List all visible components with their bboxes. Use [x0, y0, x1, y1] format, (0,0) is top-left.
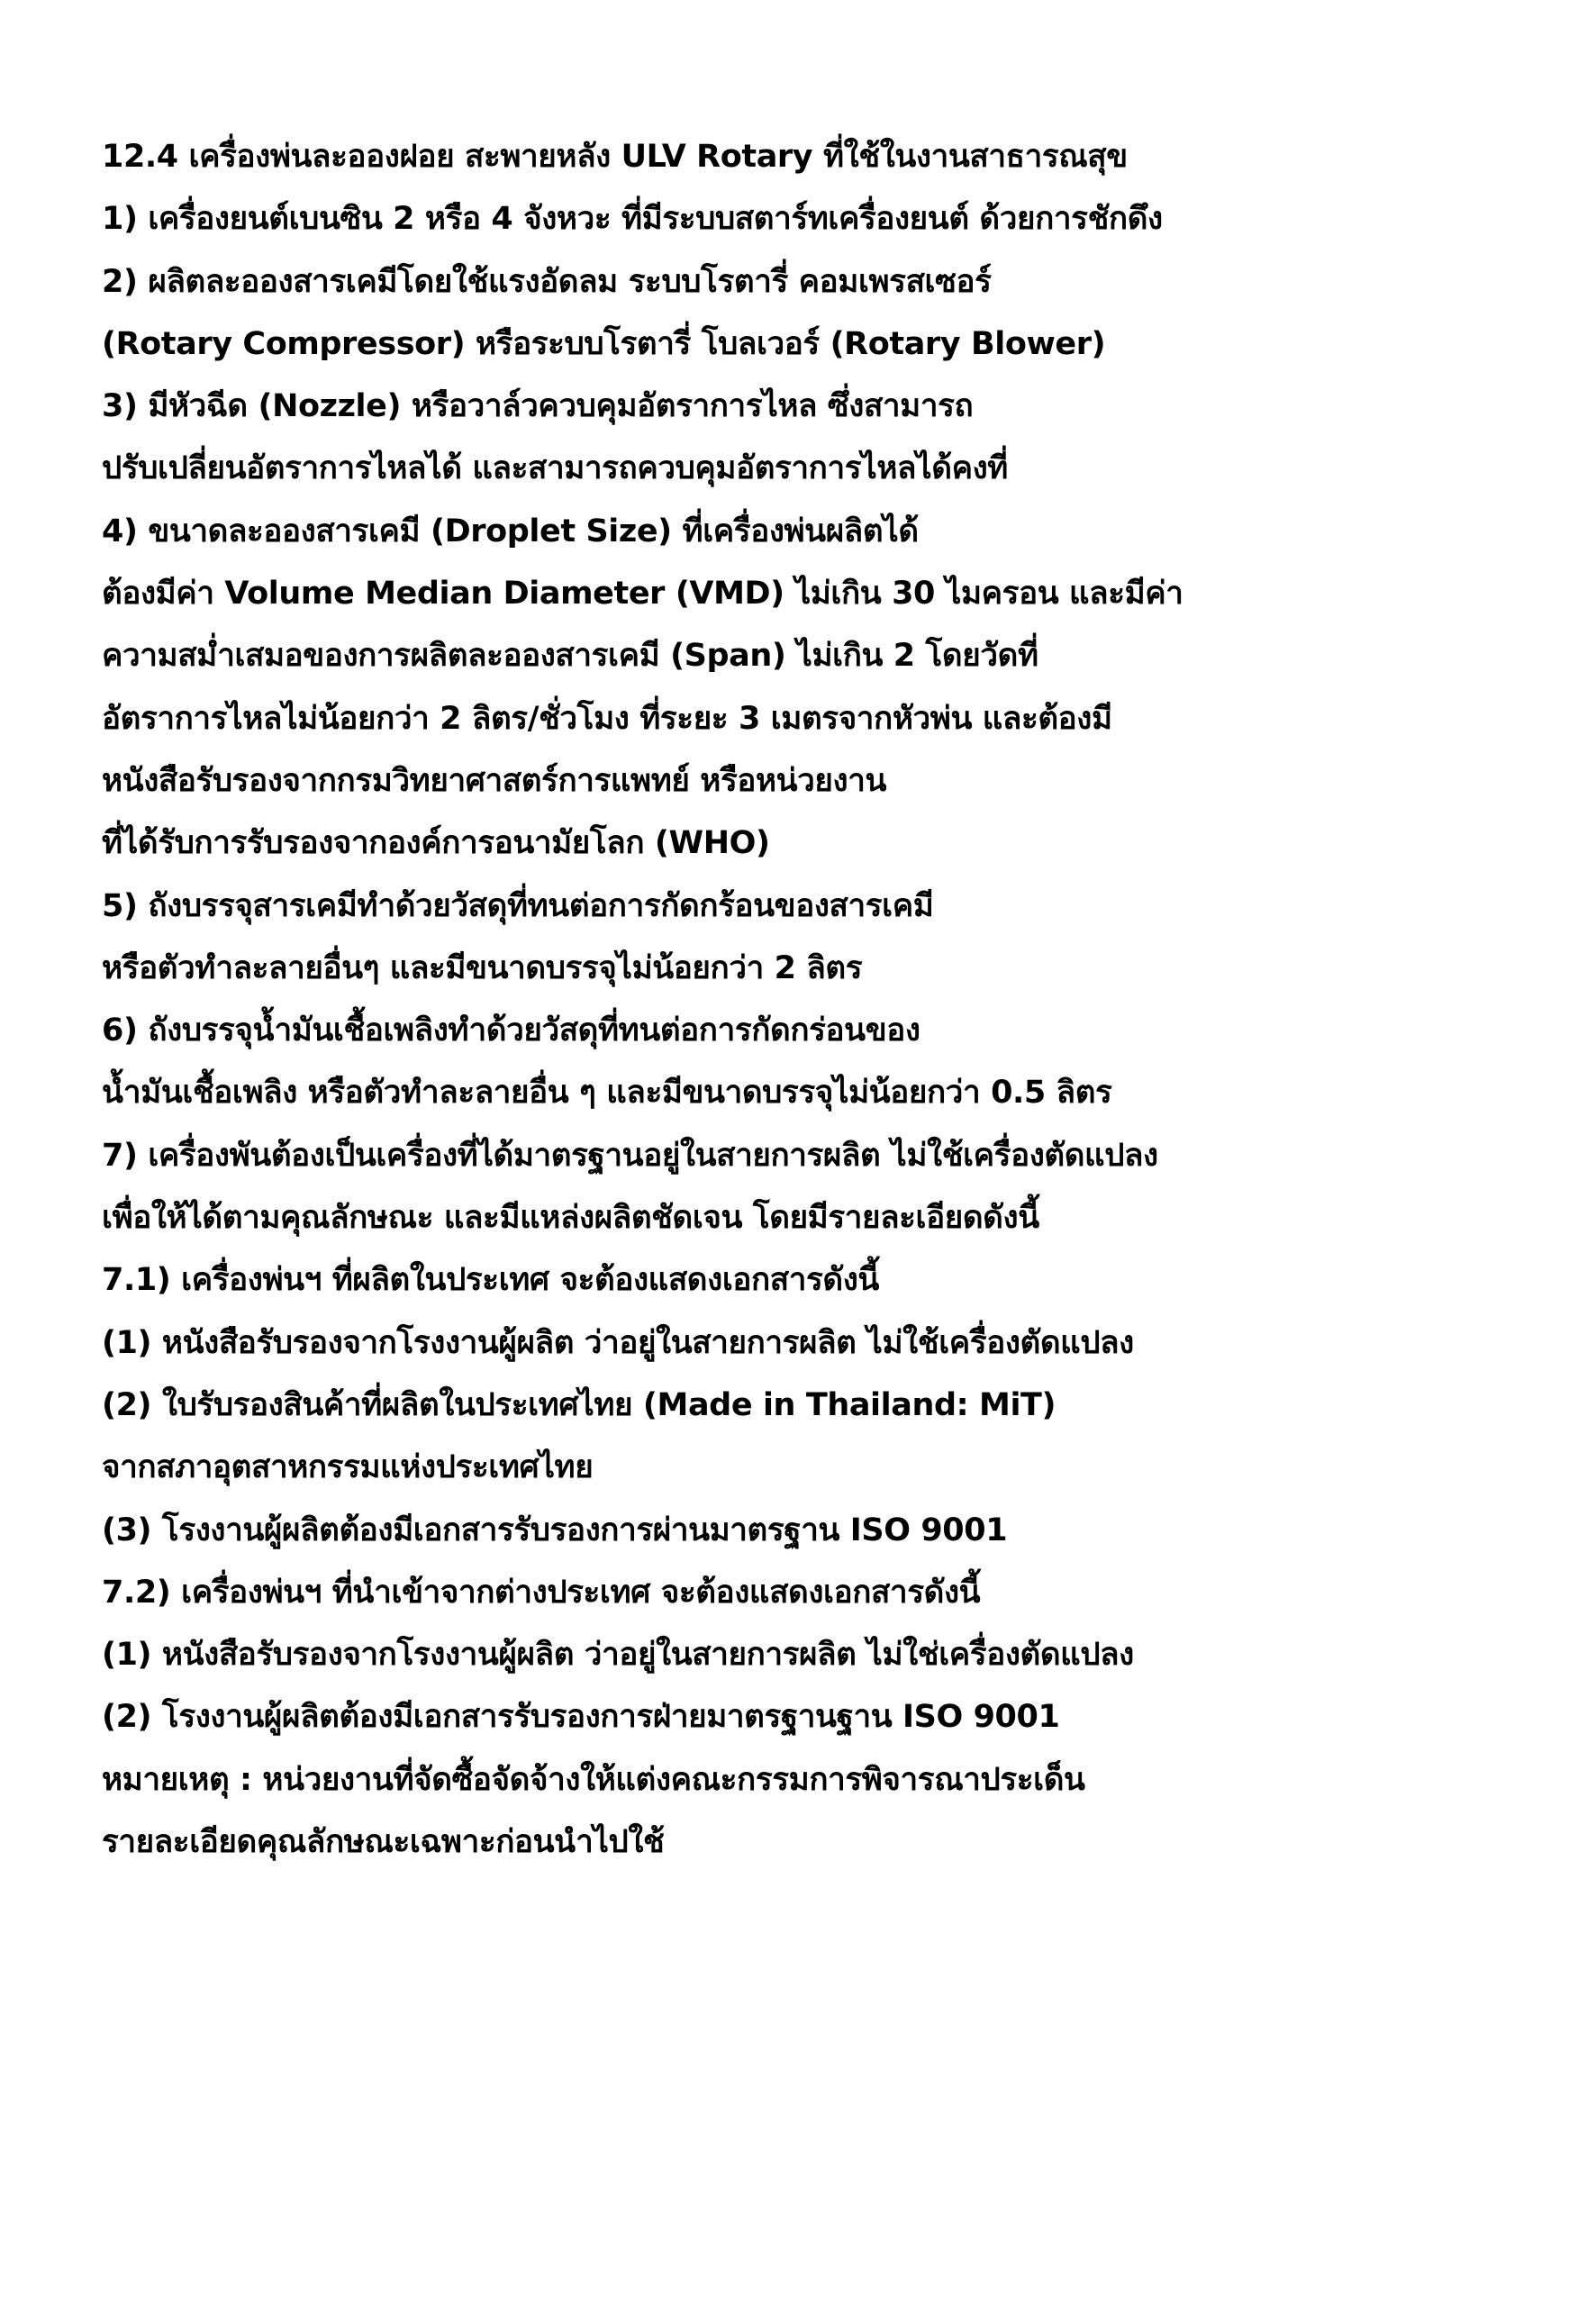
note-line: หมายเหตุ : หน่วยงานที่จัดซื้อจัดจ้างให้แต่งคณะกรรมการพิจารณาประเด็น	[102, 1761, 1085, 1798]
spec-item-7-2-b: (2) โรงงานผู้ผลิตต้องมีเอกสารรับรองการฝ่ายมาตรฐานฐาน ISO 9001	[102, 1699, 1060, 1736]
spec-item-4: 4) ขนาดละอองสารเคมี (Droplet Size) ที่เครื่องพ่นผลิตได้	[102, 513, 919, 549]
spec-item-4-cont-3: อัตราการไหลไม่น้อยกว่า 2 ลิตร/ชั่วโมง ที่ระยะ 3 เมตรจากหัวพ่น และต้องมี	[102, 700, 1112, 737]
spec-item-7-2: 7.2) เครื่องพ่นฯ ที่นำเข้าจากต่างประเทศ จะต้องแสดงเอกสารดังนี้	[102, 1574, 981, 1611]
note-line-cont: รายละเอียดคุณลักษณะเฉพาะก่อนนำไปใช้	[102, 1824, 665, 1861]
spec-item-7: 7) เครื่องพันต้องเป็นเครื่องที่ได้มาตรฐานอยู่ในสายการผลิต ไม่ใช้เครื่องตัดแปลง	[102, 1137, 1158, 1174]
spec-item-7-1-b: (2) ใบรับรองสินค้าที่ผลิตในประเทศไทย (Made in Thailand: MiT)	[102, 1386, 1056, 1423]
spec-item-5: 5) ถังบรรจุสารเคมีทำด้วยวัสดุที่ทนต่อการกัดกร้อนของสารเคมี	[102, 887, 934, 924]
spec-text-block	[102, 126, 1507, 1874]
spec-item-5-cont: หรือตัวทำละลายอื่นๆ และมีขนาดบรรจุไม่น้อยกว่า 2 ลิตร	[102, 949, 863, 986]
spec-item-4-cont-4: หนังสือรับรองจากกรมวิทยาศาสตร์การแพทย์ หรือหน่วยงาน	[102, 762, 887, 799]
spec-item-3: 3) มีหัวฉีด (Nozzle) หรือวาล์วควบคุมอัตราการไหล ซึ่งสามารถ	[102, 388, 974, 425]
spec-item-7-1: 7.1) เครื่องพ่นฯ ที่ผลิตในประเทศ จะต้องแสดงเอกสารดังนี้	[102, 1262, 879, 1299]
spec-item-7-1-a: (1) หนังสือรับรองจากโรงงานผู้ผลิต ว่าอยู่ในสายการผลิต ไม่ใช้เครื่องตัดแปลง	[102, 1324, 1134, 1361]
spec-item-3-cont: ปรับเปลี่ยนอัตราการไหลได้ และสามารถควบคุมอัตราการไหลได้คงที่	[102, 450, 1008, 487]
spec-item-1: 1) เครื่องยนต์เบนซิน 2 หรือ 4 จังหวะ ที่มีระบบสตาร์ทเครื่องยนต์ ด้วยการชักดึง	[102, 201, 1163, 238]
spec-item-7-1-b-cont: จากสภาอุตสาหกรรมแห่งประเทศไทย	[102, 1449, 594, 1486]
spec-item-7-1-c: (3) โรงงานผู้ผลิตต้องมีเอกสารรับรองการผ่านมาตรฐาน ISO 9001	[102, 1512, 1008, 1548]
section-heading: 12.4 เครื่องพ่นละอองฝอย สะพายหลัง ULV Rotary ที่ใช้ในงานสาธารณสุข	[102, 139, 1128, 175]
spec-item-6-cont: น้ำมันเชื้อเพลิง หรือตัวทำละลายอื่น ๆ และมีขนาดบรรจุไม่น้อยกว่า 0.5 ลิตร	[102, 1075, 1112, 1112]
spec-item-2: 2) ผลิตละอองสารเคมีโดยใช้แรงอัดลม ระบบโรตารี่ คอมเพรสเซอร์	[102, 263, 992, 300]
spec-item-2-cont: (Rotary Compressor) หรือระบบโรตารี่ โบลเวอร์ (Rotary Blower)	[102, 325, 1106, 362]
spec-item-4-cont-2: ความสม่ำเสมอของการผลิตละอองสารเคมี (Span) ไม่เกิน 2 โดยวัดที่	[102, 638, 1038, 675]
spec-item-6: 6) ถังบรรจุน้ำมันเชื้อเพลิงทำด้วยวัสดุที่ทนต่อการกัดกร่อนของ	[102, 1012, 920, 1049]
spec-item-4-cont-1: ต้องมีค่า Volume Median Diameter (VMD) ไม่เกิน 30 ไมครอน และมีค่า	[102, 576, 1183, 613]
spec-item-4-cont-5: ที่ได้รับการรับรองจากองค์การอนามัยโลก (WHO)	[102, 825, 770, 862]
spec-item-7-2-a: (1) หนังสือรับรองจากโรงงานผู้ผลิต ว่าอยู่ในสายการผลิต ไม่ใช่เครื่องตัดแปลง	[102, 1637, 1134, 1674]
spec-item-7-cont: เพื่อให้ได้ตามคุณลักษณะ และมีแหล่งผลิตชัดเจน โดยมีรายละเอียดดังนี้	[102, 1200, 1039, 1237]
